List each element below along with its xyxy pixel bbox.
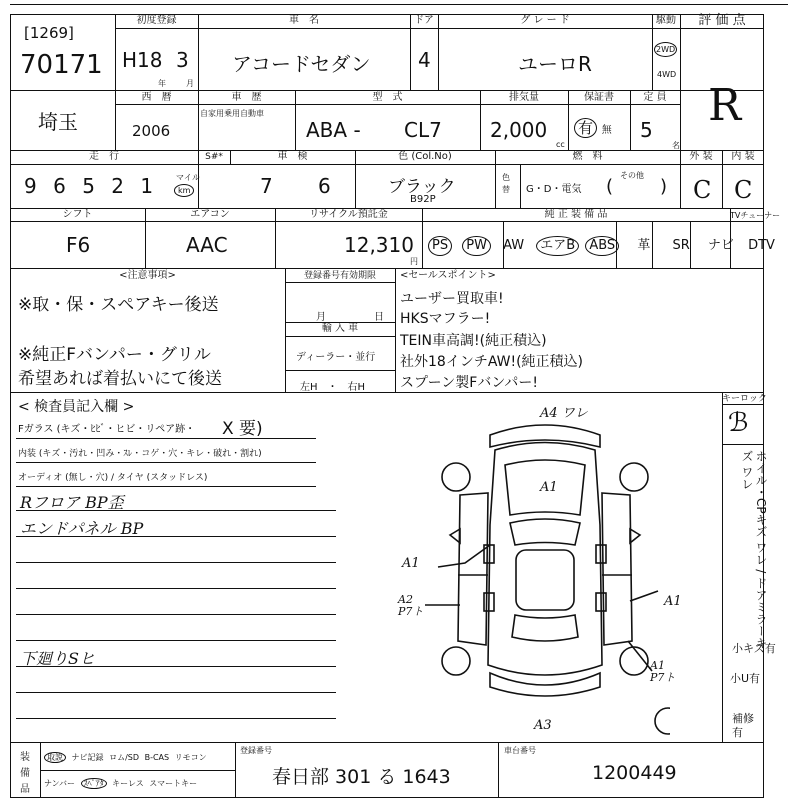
glass-line: Fガラス (キズ・ﾋﾋﾞ・ヒビ・リペア跡・ [18,424,196,435]
inspector-label: < 検査員記入欄 > [18,399,135,415]
side-vertical-text: ホイル・CPキズ ワレ / ドアミラーキズ ワレ [740,450,768,650]
cc-unit: cc [556,140,565,149]
model-name: アコードセダン [232,52,371,76]
score-label: 評 価 点 [698,13,746,28]
exterior-grade: C [693,176,712,204]
doors-label: ドア [414,15,434,26]
equip-leather: 革 [637,238,651,253]
mark-a1: A1 [664,594,682,609]
mileage-digit: 1 [140,174,154,198]
key-lock-label: キーロック [722,394,767,404]
interior-line: 内装 (キズ・汚れ・凹み・ｽﾚ・コゲ・穴・キレ・破れ・割れ) [18,449,262,459]
year-unit: 年 [158,79,166,88]
fuel-other: その他 [620,171,644,180]
caution-line-2: ※純正Fバンパー・グリル [18,345,211,365]
glass-mark: X 要) [222,419,263,439]
fuel-label: 燃 料 [572,151,603,162]
first-reg-label: 初度登録 [136,15,177,26]
grade-label: グ レ ー ド [520,15,570,26]
recycle-label: リサイクル預託金 [309,209,388,220]
km-label: km [174,184,194,197]
shift-label: シフト [62,209,93,220]
inspection-month: 6 [318,174,331,198]
footer-items-row-1 [44,752,207,763]
score-value: R [708,80,742,131]
sales-point: TEIN車高調!(純正積込) [400,333,547,349]
side-extra-3: 補修有 [732,712,754,739]
reg-expiry-month: 月 [316,312,326,323]
footer-keyless: キーレス [112,779,144,788]
chassis-label: 車台番号 [504,746,536,755]
displacement-label: 排気量 [509,92,539,103]
type-prefix: ABA - [306,118,361,142]
caution-line-3: 希望あれば着払いにて後送 [18,369,222,389]
mark-a1: A1 [402,556,420,571]
month-unit: 月 [186,79,194,88]
handle-side: 左H ・ 右H [300,382,366,393]
first-reg-month: 3 [176,48,189,72]
equipment-label: 純 正 装 備 品 [544,209,608,220]
equip-aw: AW [503,238,525,253]
mileage-digit: 6 [53,174,66,198]
equip-dtv: DTV [748,238,775,253]
equip-ps: PS [428,236,452,256]
dealer-parallel: ディーラー・並行 [296,352,376,363]
grade-value: ユーロR [518,52,592,76]
equip-navi: ナビ [707,238,734,253]
footer-bcas: B-CAS [144,753,170,762]
reg-number: 春日部 301 る 1643 [272,766,451,788]
sales-point: HKSマフラー! [400,311,491,327]
caution-label: <注意事項> [119,270,176,281]
key-lock-mark: ℬ [728,408,749,438]
tuner-label: TVチューナー [730,211,781,220]
footer-navi-record: ナビ記録 [71,753,104,762]
fuel-paren: ) [660,176,668,197]
chassis-number: 1200449 [592,762,677,784]
color-number: B92P [410,194,436,205]
fuel-value: G・D・電気 [526,184,582,195]
audio-line: オーディオ (無し・穴) / タイヤ (スタッドレス) [18,473,208,483]
inspection-flag: S#* [205,152,223,162]
mark-a3: A3 [534,718,552,733]
ac-label: エアコン [190,209,230,220]
mileage-value [24,174,153,198]
inspection-label: 車 検 [277,151,308,162]
side-extra-1: 小キズ有 [732,642,776,655]
equip-abs: ABS [585,236,619,256]
capacity-unit: 名 [672,141,680,150]
mileage-label: 走 行 [89,151,119,162]
capacity-label: 定 員 [643,92,667,103]
footer-spare: ｽﾍﾟｱﾀ [81,778,107,789]
capacity-value: 5 [640,118,653,142]
color-change-label: 色替 [502,173,510,194]
caution-line-1: ※取・保・スペアキー後送 [18,295,219,315]
equip-sunroof: SR [672,238,690,253]
mile-label: マイル [176,173,200,182]
equip-pw: PW [462,236,491,256]
inspection-year: 7 [260,174,273,198]
history-note: 自家用乗用自動車 [200,109,264,118]
side-extra-2: 小U有 [730,672,761,685]
exterior-label: 外 装 [689,151,713,162]
interior-grade: C [734,176,753,204]
sales-point: スプーン製Fバンパー! [400,375,538,391]
warranty-label: 保証書 [584,92,614,103]
equip-side-label-3: 品 [20,784,30,795]
hand-note-2: エンドパネル BP [20,519,144,538]
footer-rom-sd: ロム/SD [109,753,140,762]
hand-note-1: Rフロア BP歪 [20,493,124,512]
prefecture: 埼玉 [38,110,78,134]
recycle-value: 12,310 [344,233,414,257]
displacement-value: 2,000 [490,118,548,142]
first-reg-era: H18 [122,48,163,72]
mileage-digit: 5 [82,174,95,198]
equip-side-label-2: 備 [20,768,30,779]
lot-number: 70171 [20,50,103,80]
shift-value: F6 [66,233,91,257]
drive-4wd: 4WD [657,70,677,79]
reg-expiry-day: 日 [374,312,384,323]
footer-remote: リモコン [174,753,207,762]
fuel-paren: ( [606,176,614,197]
mileage-digit: 9 [24,174,37,198]
mark-a1: A1 [540,480,558,495]
yen-unit: 円 [410,257,418,266]
equipment-list [428,234,775,256]
color-label: 色 (Col.No) [398,151,452,162]
footer-manual: 取説 [44,752,66,763]
mileage-digit: 2 [111,174,125,198]
hand-note-3: 下廻りSヒ [20,649,95,668]
sales-point: 社外18インチAW!(純正積込) [400,354,584,370]
history-label: 車 歴 [231,92,262,103]
type-label: 型 式 [372,92,403,103]
reg-expiry-label: 登録番号有効期限 [303,271,376,281]
sales-label: <セールスポイント> [400,270,496,281]
venue-code: [1269] [24,24,74,42]
interior-label: 内 装 [731,151,755,162]
type-code: CL7 [404,118,442,142]
warranty-no: 無 [601,125,612,136]
top-rule [10,4,788,5]
reg-number-label: 登録番号 [240,746,272,755]
ac-value: AAC [186,233,228,257]
footer-items-row-2 [44,778,197,789]
mark-a1: A1 P7ト [650,659,676,684]
mark-a2: A2 P7ト [398,593,424,618]
drive-label: 駆動 [656,15,676,26]
color-value: ブラック [388,177,456,197]
model-year: 2006 [132,122,171,140]
footer-plate: ナンバー [44,779,76,788]
warranty-yes: 有 [574,118,597,138]
model-label: 車 名 [289,15,319,26]
doors-value: 4 [418,48,431,72]
equip-side-label-1: 装 [20,752,30,763]
car-diagram [420,405,670,745]
mark-a4: A4 ワレ [540,406,588,421]
import-label: 輸 入 車 [321,323,359,334]
footer-smartkey: スマートキー [149,779,198,788]
sales-point: ユーザー買取車! [400,291,504,307]
equip-airbag: エアB [536,236,579,256]
year-label: 西 暦 [141,92,172,103]
drive-2wd: 2WD [654,42,677,57]
